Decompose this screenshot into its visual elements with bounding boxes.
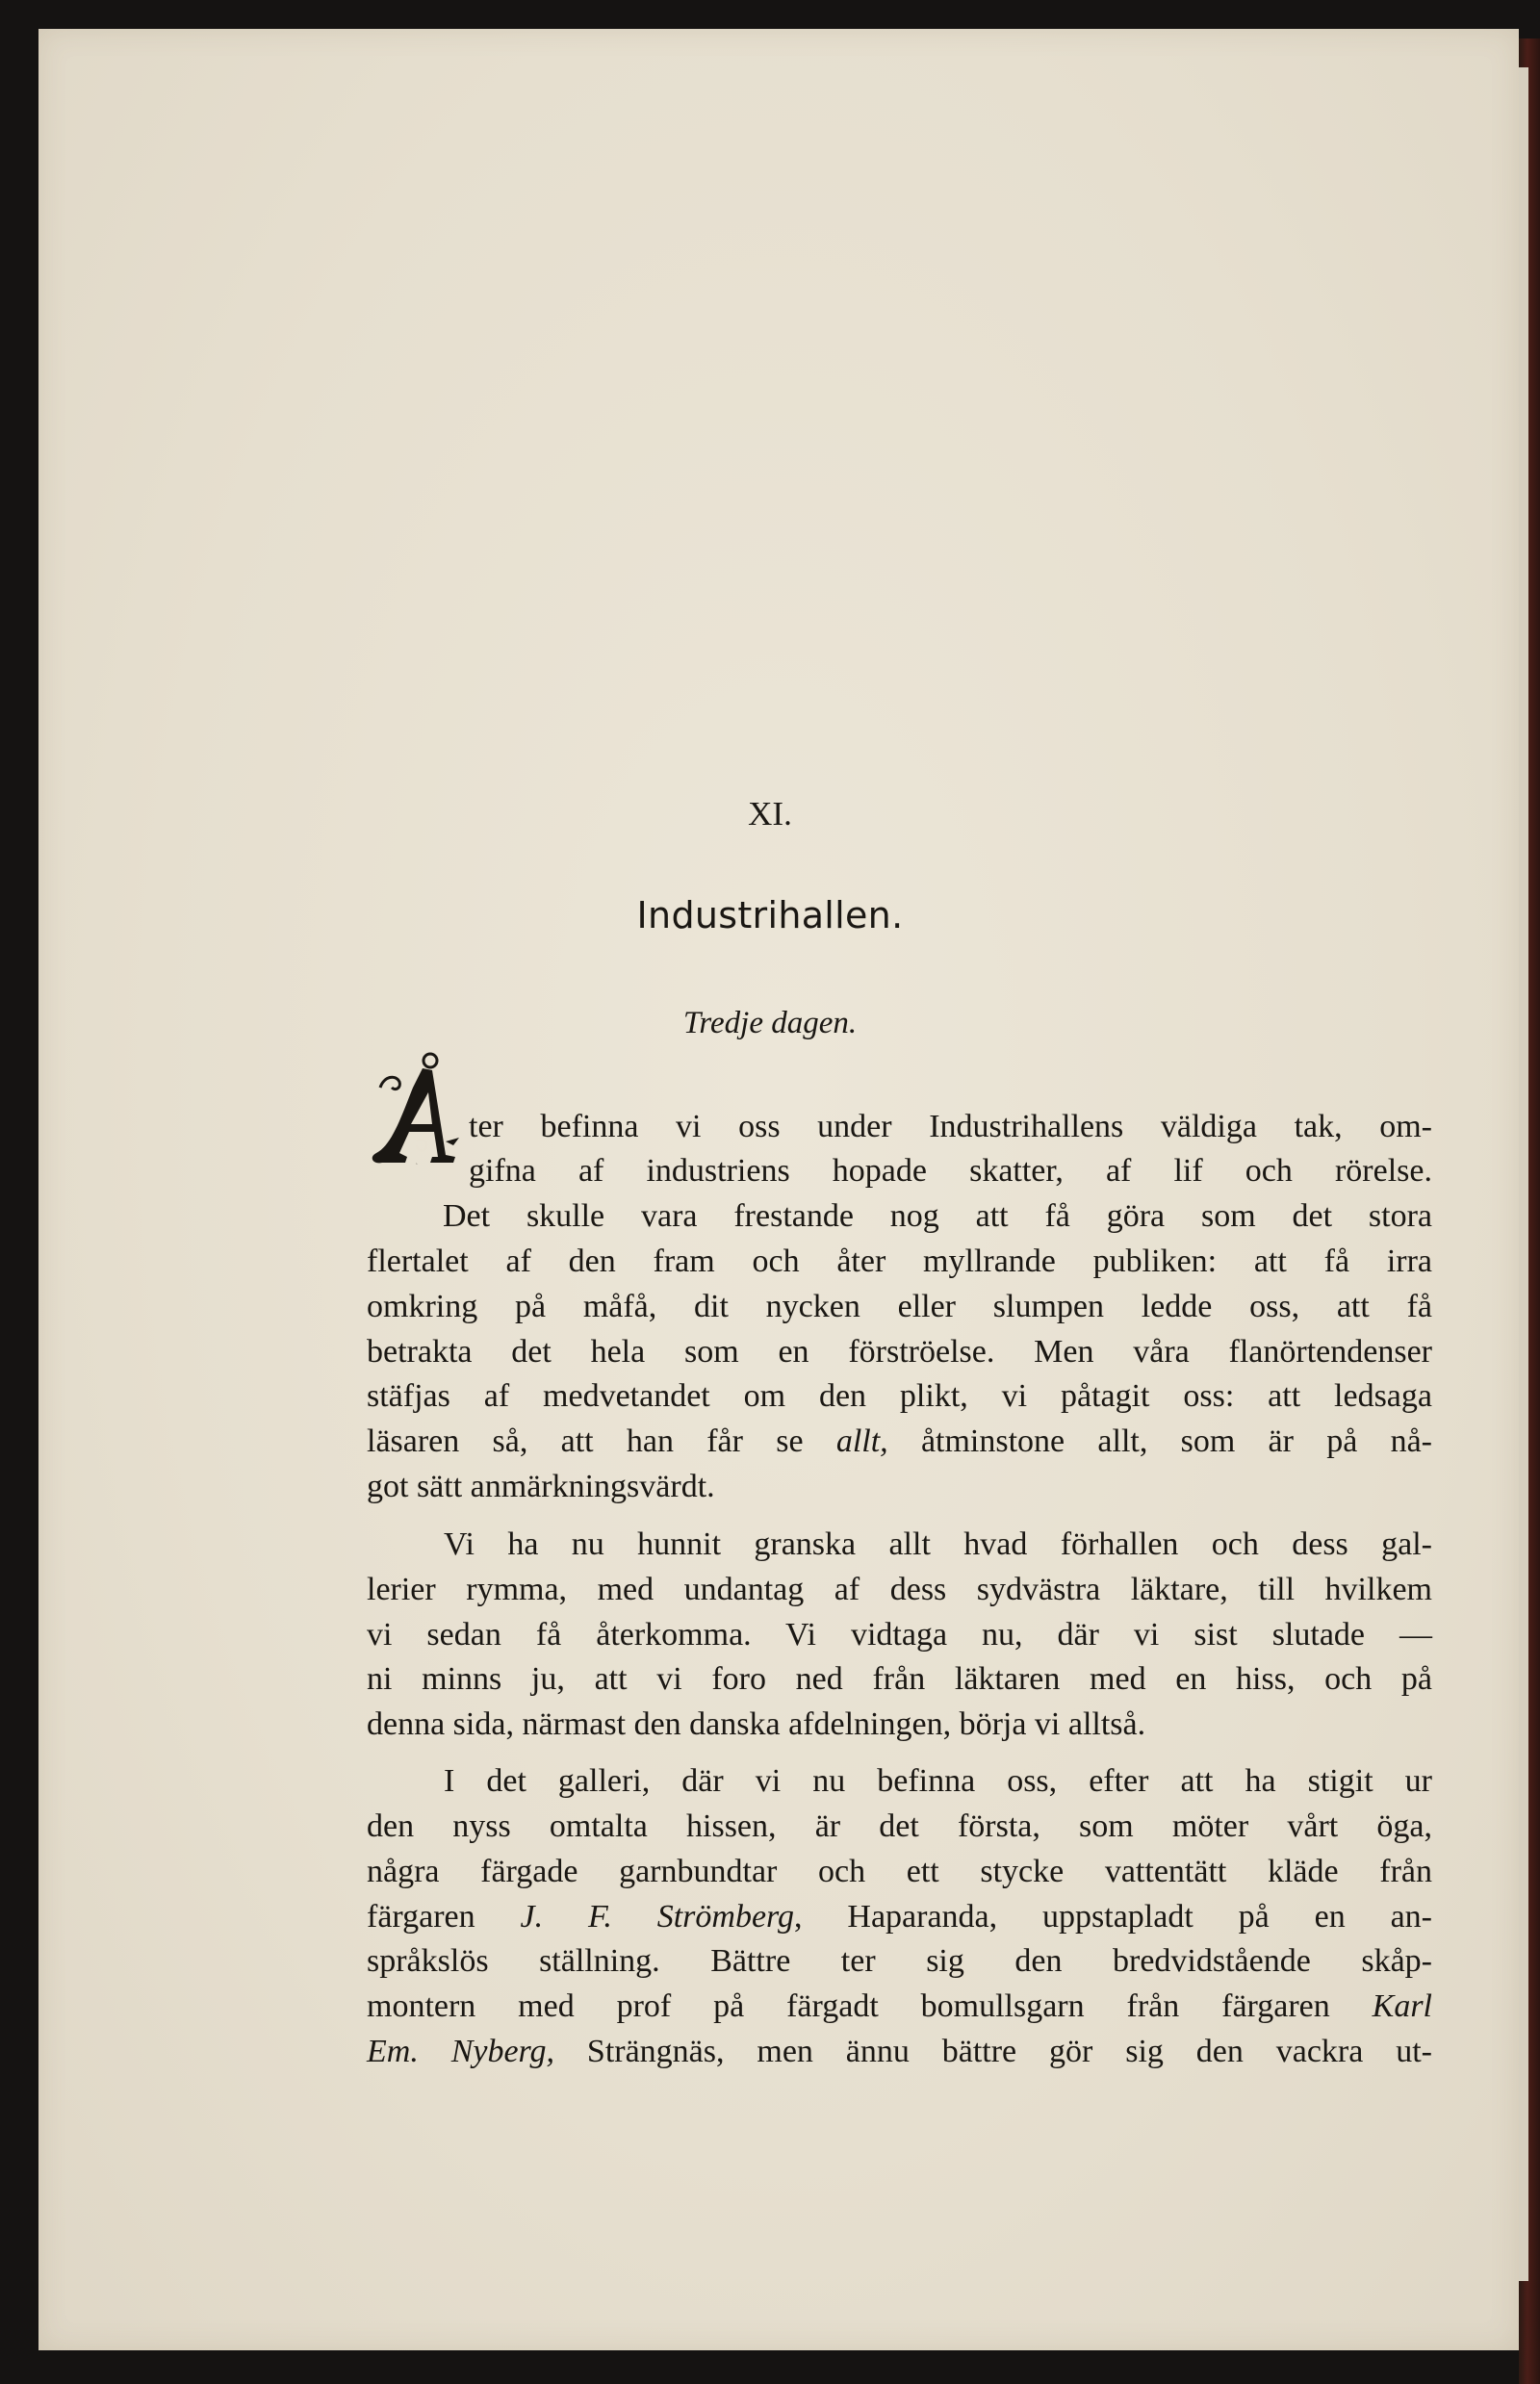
text-line: I det galleri, där vi nu befinna oss, efter att ha stigit ur (444, 1763, 1432, 1799)
text-line: språkslös ställning. Bättre ter sig den bredvidstående skåp- (367, 1943, 1432, 1979)
text-line (367, 1420, 1432, 1464)
text-line: Det skulle vara frestande nog att få göra som det stora (443, 1198, 1432, 1234)
chapter-title: Industrihallen. (636, 894, 904, 936)
emphasis-text: Karl (1372, 1988, 1432, 2024)
text-line: Vi ha nu hunnit granska allt hvad förhallen och dess gal- (444, 1526, 1432, 1562)
dropcap-letter: Å (416, 1164, 418, 1166)
page-edge-strip (1519, 67, 1528, 2281)
text-span: montern med prof på färgadt bomullsgarn från färgaren (367, 1988, 1373, 2024)
text-line: lerier rymma, med undantag af dess sydvästra läktare, till hvilkem (367, 1572, 1432, 1607)
emphasis-text: allt, (835, 1423, 888, 1459)
text-line: flertalet af den fram och åter myllrande publiken: att få irra (367, 1243, 1432, 1279)
text-line: stäfjas af medvetandet om den plikt, vi påtagit oss: att ledsaga (367, 1378, 1432, 1414)
text-line: denna sida, närmast den danska afdelningen, börja vi alltså. (367, 1706, 1146, 1742)
text-line: gifna af industriens hopade skatter, af lif och rörelse. (469, 1153, 1432, 1189)
text-line: några färgade garnbundtar och ett stycke vattentätt kläde från (367, 1854, 1432, 1889)
text-span: åtminstone allt, som är på nå- (887, 1423, 1432, 1459)
text-line: vi sedan få återkomma. Vi vidtaga nu, där vi sist slutade — (367, 1617, 1432, 1653)
text-line (367, 2030, 1432, 2074)
text-span: färgaren (367, 1899, 521, 1935)
chapter-subtitle: Tredje dagen. (682, 1006, 858, 1040)
text-span: läsaren så, att han får se (367, 1423, 836, 1459)
text-line: got sätt anmärkningsvärdt. (367, 1469, 715, 1504)
text-line: ter befinna vi oss under Industrihallens väldiga tak, om- (469, 1109, 1432, 1144)
text-line: den nyss omtalta hissen, är det första, som möter vårt öga, (367, 1808, 1432, 1844)
emphasis-text: J. F. Strömberg (520, 1899, 795, 1935)
text-line (367, 1985, 1432, 2029)
text-line (367, 1895, 1432, 1939)
chapter-number: XI. (748, 795, 792, 833)
text-line: ni minns ju, att vi foro ned från läktaren med en hiss, och på (367, 1661, 1432, 1697)
text-line: omkring på måfå, dit nycken eller slumpen ledde oss, att få (367, 1289, 1432, 1324)
text-line: betrakta det hela som en förströelse. Men våra flanörtendenser (367, 1334, 1432, 1370)
text-span: Strängnäs, men ännu bättre gör sig den vackra ut- (554, 2034, 1432, 2069)
emphasis-text: Em. Nyberg, (367, 2034, 555, 2069)
text-span: , Haparanda, uppstapladt på en an- (794, 1899, 1432, 1935)
ornamental-dropcap (363, 1049, 469, 1179)
